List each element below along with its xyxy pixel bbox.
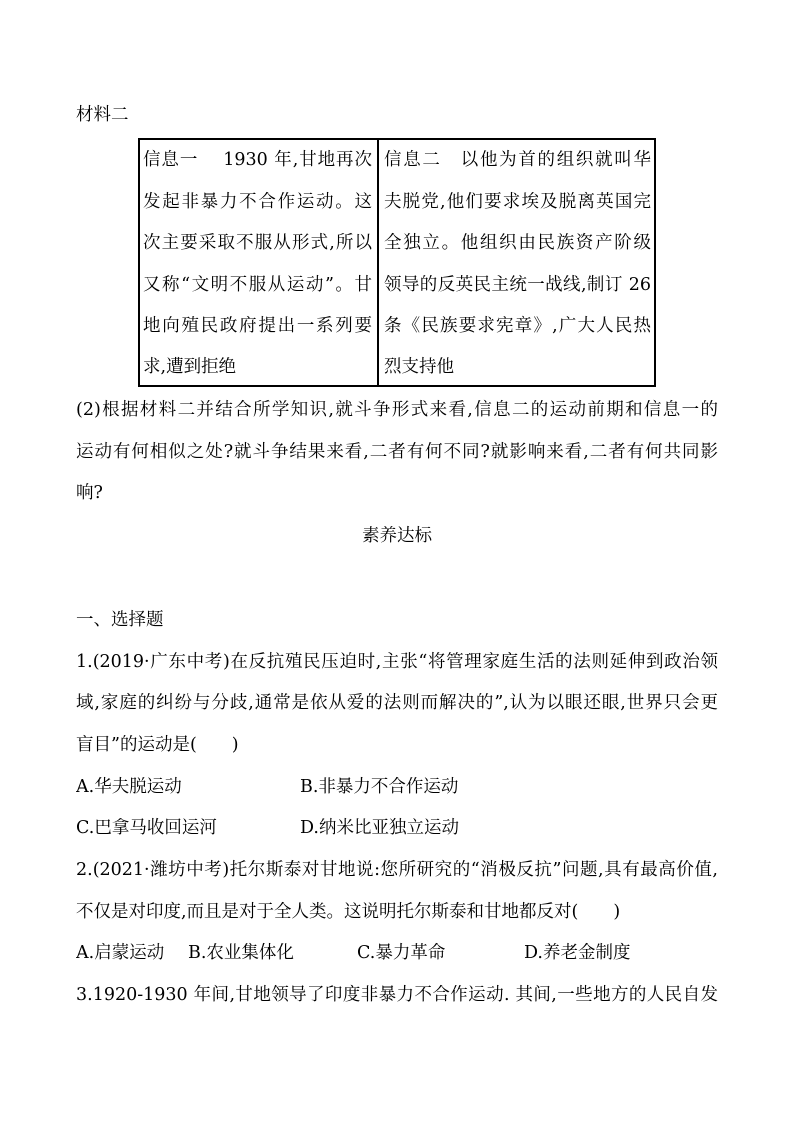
- question-1-option-d: D.纳米比亚独立运动: [300, 818, 459, 838]
- info-two-line: 领导的反英民主统一战线,制订 26: [384, 275, 651, 295]
- question-1-line: 域,家庭的纠纷与分歧,通常是依从爱的法则而解决的”,认为以眼还眼,世界只会更: [76, 693, 718, 713]
- question-3-line: 3.1920-1930 年间,甘地领导了印度非暴力不合作运动. 其间,一些地方的人民自发: [76, 985, 718, 1005]
- info-two-line: 信息二 以他为首的组织就叫华: [384, 150, 651, 170]
- question-1-line: 1.(2019·广东中考)在反抗殖民压迫时,主张“将管理家庭生活的法则延伸到政治领: [76, 652, 718, 672]
- question-1-option-a: A.华夫脱运动: [76, 777, 182, 797]
- question-2-option-a: A.启蒙运动: [76, 943, 165, 963]
- info-one-line: 信息一 1930 年,甘地再次: [143, 150, 372, 170]
- info-two-line: 全独立。他组织由民族资产阶级: [384, 233, 651, 253]
- question-2-line: 2.(2021·潍坊中考)托尔斯泰对甘地说:您所研究的“消极反抗”问题,具有最高价值,: [76, 860, 718, 880]
- question-2-option-b: B.农业集体化: [188, 943, 294, 963]
- part-title: 一、选择题: [76, 610, 164, 630]
- info-one-line: 地向殖民政府提出一系列要: [143, 316, 372, 336]
- question-1-line: 盲目”的运动是( ): [76, 735, 239, 755]
- info-one-line: 求,遭到拒绝: [143, 357, 237, 377]
- question-1-option-b: B.非暴力不合作运动: [300, 777, 459, 797]
- info-two-line: 夫脱党,他们要求埃及脱离英国完: [384, 192, 651, 212]
- sub-question-line: 响?: [76, 483, 103, 503]
- info-one-line: 次主要采取不服从形式,所以: [143, 233, 372, 253]
- info-one-line: 发起非暴力不合作运动。这: [143, 192, 372, 212]
- info-one-line: 又称“文明不服从运动”。甘: [143, 275, 372, 295]
- material-label: 材料二: [76, 105, 129, 125]
- sub-question-line: (2)根据材料二并结合所学知识,就斗争形式来看,信息二的运动前期和信息一的: [76, 400, 718, 420]
- question-2-option-d: D.养老金制度: [524, 943, 631, 963]
- info-table-divider: [377, 138, 379, 387]
- info-two-line: 条《民族要求宪章》,广大人民热: [384, 316, 651, 336]
- question-2-option-c: C.暴力革命: [357, 943, 446, 963]
- info-two-line: 烈支持他: [384, 357, 454, 377]
- info-table: [138, 138, 656, 387]
- question-2-line: 不仅是对印度,而且是对于全人类。这说明托尔斯泰和甘地都反对( ): [76, 902, 621, 922]
- section-title: 素养达标: [362, 526, 432, 546]
- question-1-option-c: C.巴拿马收回运河: [76, 818, 217, 838]
- sub-question-line: 运动有何相似之处?就斗争结果来看,二者有何不同?就影响来看,二者有何共同影: [76, 442, 718, 462]
